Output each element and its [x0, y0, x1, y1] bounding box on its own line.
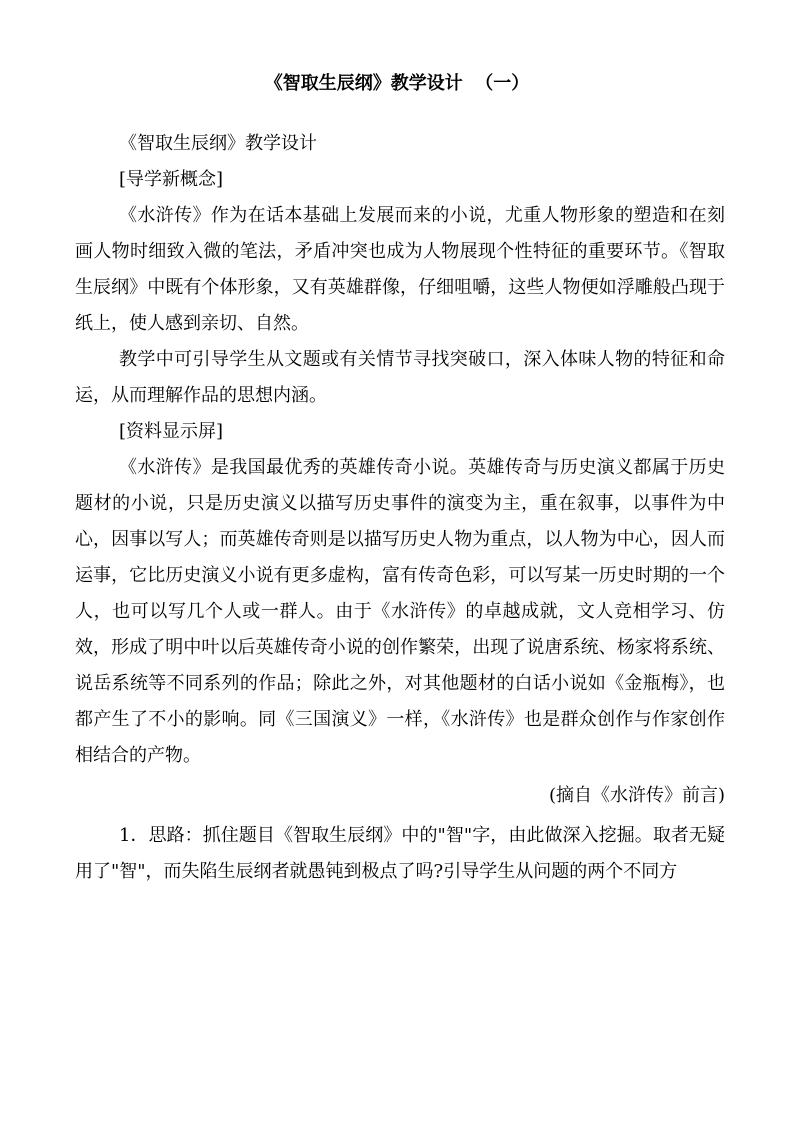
- document-body: [75, 126, 725, 890]
- document-subtitle: 《智取生辰纲》教学设计: [119, 133, 317, 154]
- paragraph-materials: 《水浒传》是我国最优秀的英雄传奇小说。英雄传奇与历史演义都属于历史题材的小说，只是历史演义以描写历史事件的演变为主，重在叙事，以事件为中心，因事以写人；而英雄传奇则是以描写历史人物为重点，以人物为中心，因人而运事，它比历史演义小说有更多虚构，富有传奇色彩，可以写某一历史时期的一个人，也可以写几个人或一群人。由于《水浒传》的卓越成就，文人竞相学习、仿效，形成了明中叶以后英雄传奇小说的创作繁荣，出现了说唐系统、杨家将系统、说岳系统等不同系列的作品；除此之外，对其他题材的白话小说如《金瓶梅》，也都产生了不小的影响。同《三国演义》一样，《水浒传》也是群众创作与作家创作相结合的产物。: [75, 457, 725, 766]
- section-heading-materials: [资料显示屏]: [119, 421, 224, 442]
- source-citation: (摘自《水浒传》前言): [548, 785, 725, 806]
- paragraph-teaching: 教学中可引导学生从文题或有关情节寻找突破口，深入体味人物的特征和命运，从而理解作品的思想内涵。: [75, 349, 725, 406]
- paragraph-intro: 《水浒传》作为在话本基础上发展而来的小说，尤重人物形象的塑造和在刻画人物时细致入微的笔法，矛盾冲突也成为人物展现个性特征的重要环节。《智取生辰纲》中既有个体形象，又有英雄群像，仔细咀嚼，这些人物便如浮雕般凸现于纸上，使人感到亲切、自然。: [75, 205, 725, 334]
- document-title: 《智取生辰纲》教学设计 （一）: [264, 73, 530, 94]
- list-item: 1．思路：抓住题目《智取生辰纲》中的"智"字，由此做深入挖掘。取者无疑用了"智"，而失陷生辰纲者就愚钝到极点了吗?引导学生从问题的两个不同方: [75, 825, 725, 882]
- section-heading-guide: [导学新概念]: [119, 169, 224, 190]
